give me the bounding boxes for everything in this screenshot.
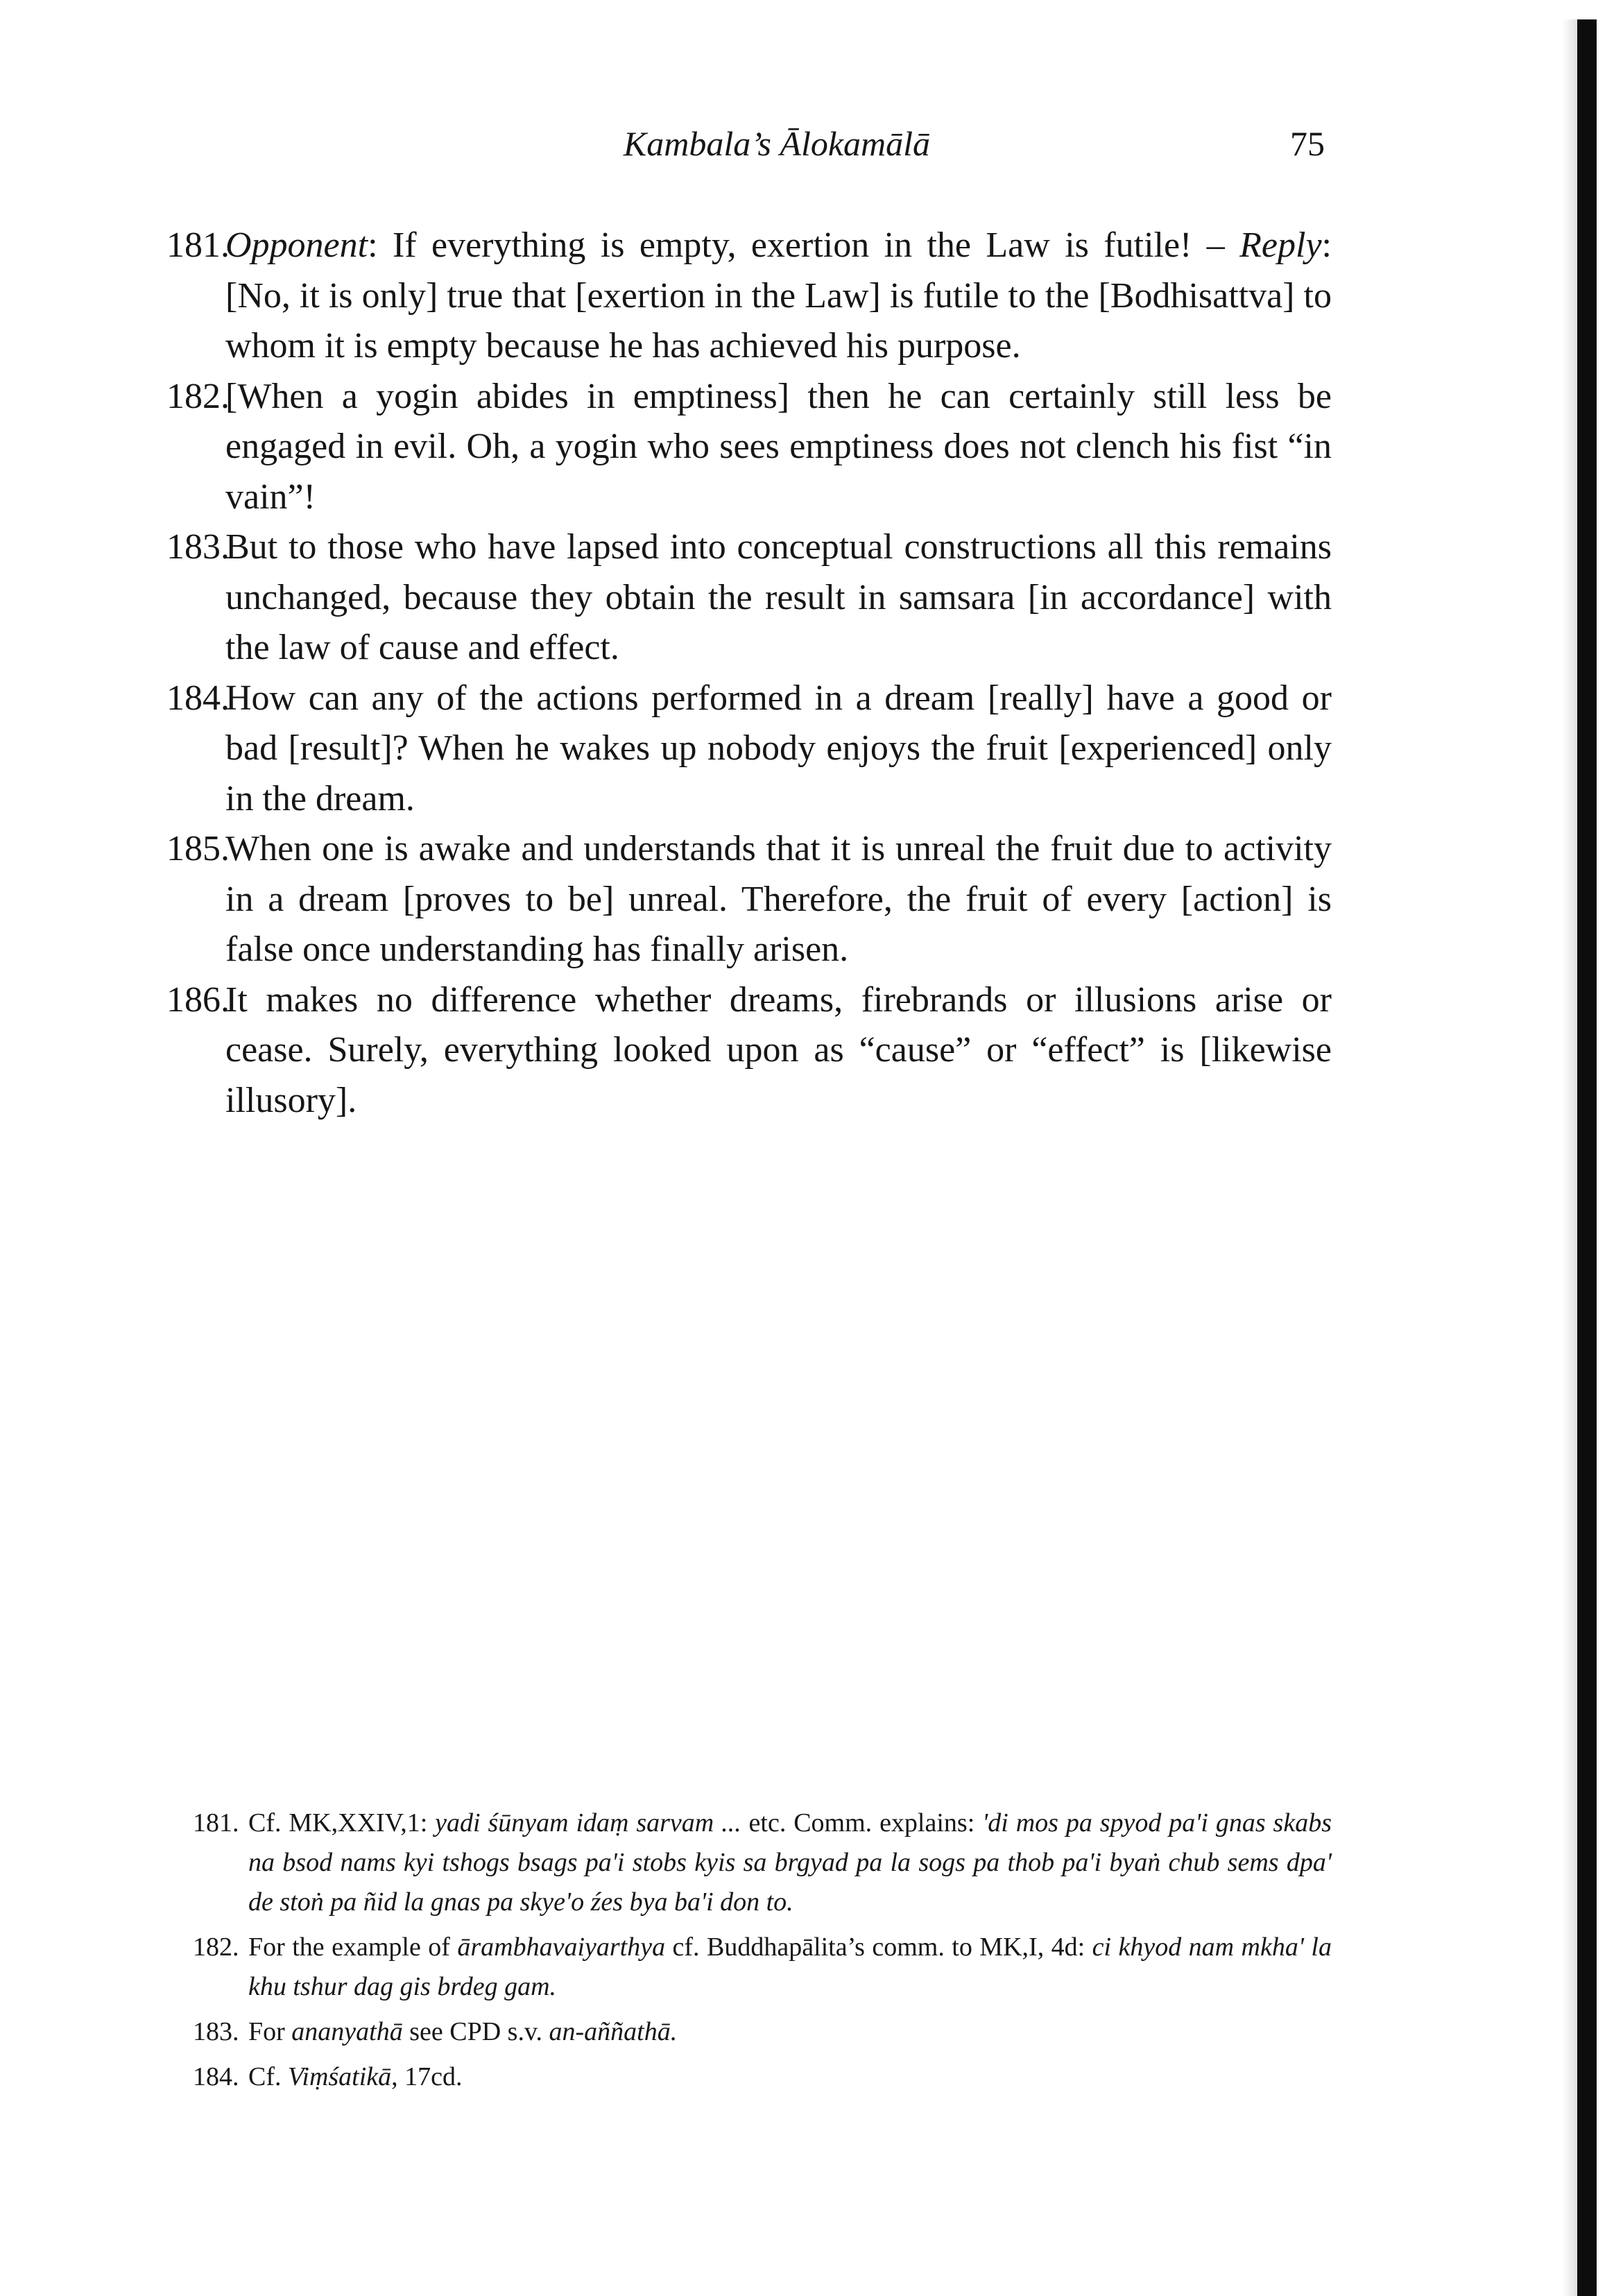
verse-segment: : If everything is empty, exertion in the Law is futile! – <box>368 225 1225 265</box>
verse-184 <box>166 674 1332 825</box>
footnote-text <box>248 2057 1332 2097</box>
verse-number: 184. <box>166 678 230 718</box>
footnote-italic: ananyathā <box>291 2017 403 2046</box>
verse-181 <box>166 221 1332 372</box>
footnote-number: 183. <box>193 2017 239 2046</box>
verse-183 <box>166 522 1332 674</box>
footnote-italic: 'di mos pa spyod pa'i gnas skabs na bsod nams kyi tshogs bsags pa'i stobs kyis sa brgyad pa la sogs pa thob pa'i byaṅ chub sems dpa' de stoṅ pa ñid la gnas pa skye'o źes bya ba'i don to. <box>248 1808 1332 1917</box>
verse-text <box>225 221 1332 372</box>
footnote-italic: an-aññathā. <box>549 2017 678 2046</box>
speaker-label: Opponent <box>225 225 368 265</box>
verse-number: 183. <box>166 527 230 567</box>
footnote-183 <box>193 2012 1332 2052</box>
verse-segment: : [No, it is only] true that [exertion in the Law] is futile to the [Bodhisattva] to whom it is empty because he has achieved his purpose. <box>225 225 1332 366</box>
footnotes <box>193 1804 1332 2102</box>
scan-shadow <box>1562 19 1577 2296</box>
footnote-number: 181. <box>193 1808 239 1837</box>
verse-text: It makes no difference whether dreams, firebrands or illusions arise or cease. Surely, everything looked upon as “cause” or “effect” is [likewise illusory]. <box>225 979 1332 1120</box>
footnote-181 <box>193 1804 1332 1922</box>
verse-number: 186. <box>166 979 230 1020</box>
footnote-segment: Cf. MK,XXIV,1: <box>248 1808 436 1837</box>
speaker-label: Reply <box>1239 225 1322 265</box>
verse-text: When one is awake and understands that it is unreal the fruit due to activity in a dream [proves to be] unreal. Therefore, the fruit of every [action] is false once understanding has finally arisen. <box>225 829 1332 969</box>
verse-number: 182. <box>166 376 230 416</box>
footnote-text <box>248 2012 1332 2052</box>
verse-186 <box>166 975 1332 1126</box>
footnote-italic: Viṃśatikā <box>288 2062 392 2091</box>
footnote-segment: see CPD s.v. <box>402 2017 549 2046</box>
footnote-segment: For the example of <box>248 1933 458 1962</box>
footnote-text <box>248 1804 1332 1922</box>
main-text <box>166 221 1332 1126</box>
footnote-184 <box>193 2057 1332 2097</box>
footnote-segment: etc. Comm. explains: <box>741 1808 983 1837</box>
running-title: Kambala’s Ālokamālā <box>623 124 931 163</box>
verse-text: But to those who have lapsed into conceptual constructions all this remains unchanged, because they obtain the result in samsara [in accordance] with the law of cause and effect. <box>225 527 1332 667</box>
footnote-italic: yadi śūnyam idaṃ sarvam ... <box>435 1808 741 1837</box>
footnote-182 <box>193 1928 1332 2007</box>
footnote-italic: ārambhavaiyarthya <box>457 1933 666 1962</box>
footnote-number: 184. <box>193 2062 239 2091</box>
verse-182 <box>166 372 1332 523</box>
scan-border <box>1577 19 1597 2296</box>
footnote-segment: For <box>248 2017 292 2046</box>
footnote-segment: cf. Buddhapālita’s comm. to MK,I, 4d: <box>665 1933 1092 1962</box>
footnote-segment: Cf. <box>248 2062 288 2091</box>
verse-185 <box>166 824 1332 975</box>
footnote-text <box>248 1928 1332 2007</box>
verse-number: 181. <box>166 225 230 265</box>
footnote-number: 182. <box>193 1933 239 1962</box>
verse-text: How can any of the actions performed in a dream [really] have a good or bad [result]? When he wakes up nobody enjoys the fruit [experienced] only in the dream. <box>225 678 1332 819</box>
page-header <box>222 123 1332 179</box>
page-number: 75 <box>1290 124 1325 163</box>
verse-number: 185. <box>166 829 230 868</box>
verse-text: [When a yogin abides in emptiness] then he can certainly still less be engaged in evil. Oh, a yogin who sees emptiness does not clench his fist “in vain”! <box>225 376 1332 517</box>
footnote-italic: ci khyod nam mkha' la khu tshur dag gis brdeg gam. <box>248 1933 1332 2001</box>
footnote-segment: , 17cd. <box>391 2062 463 2091</box>
